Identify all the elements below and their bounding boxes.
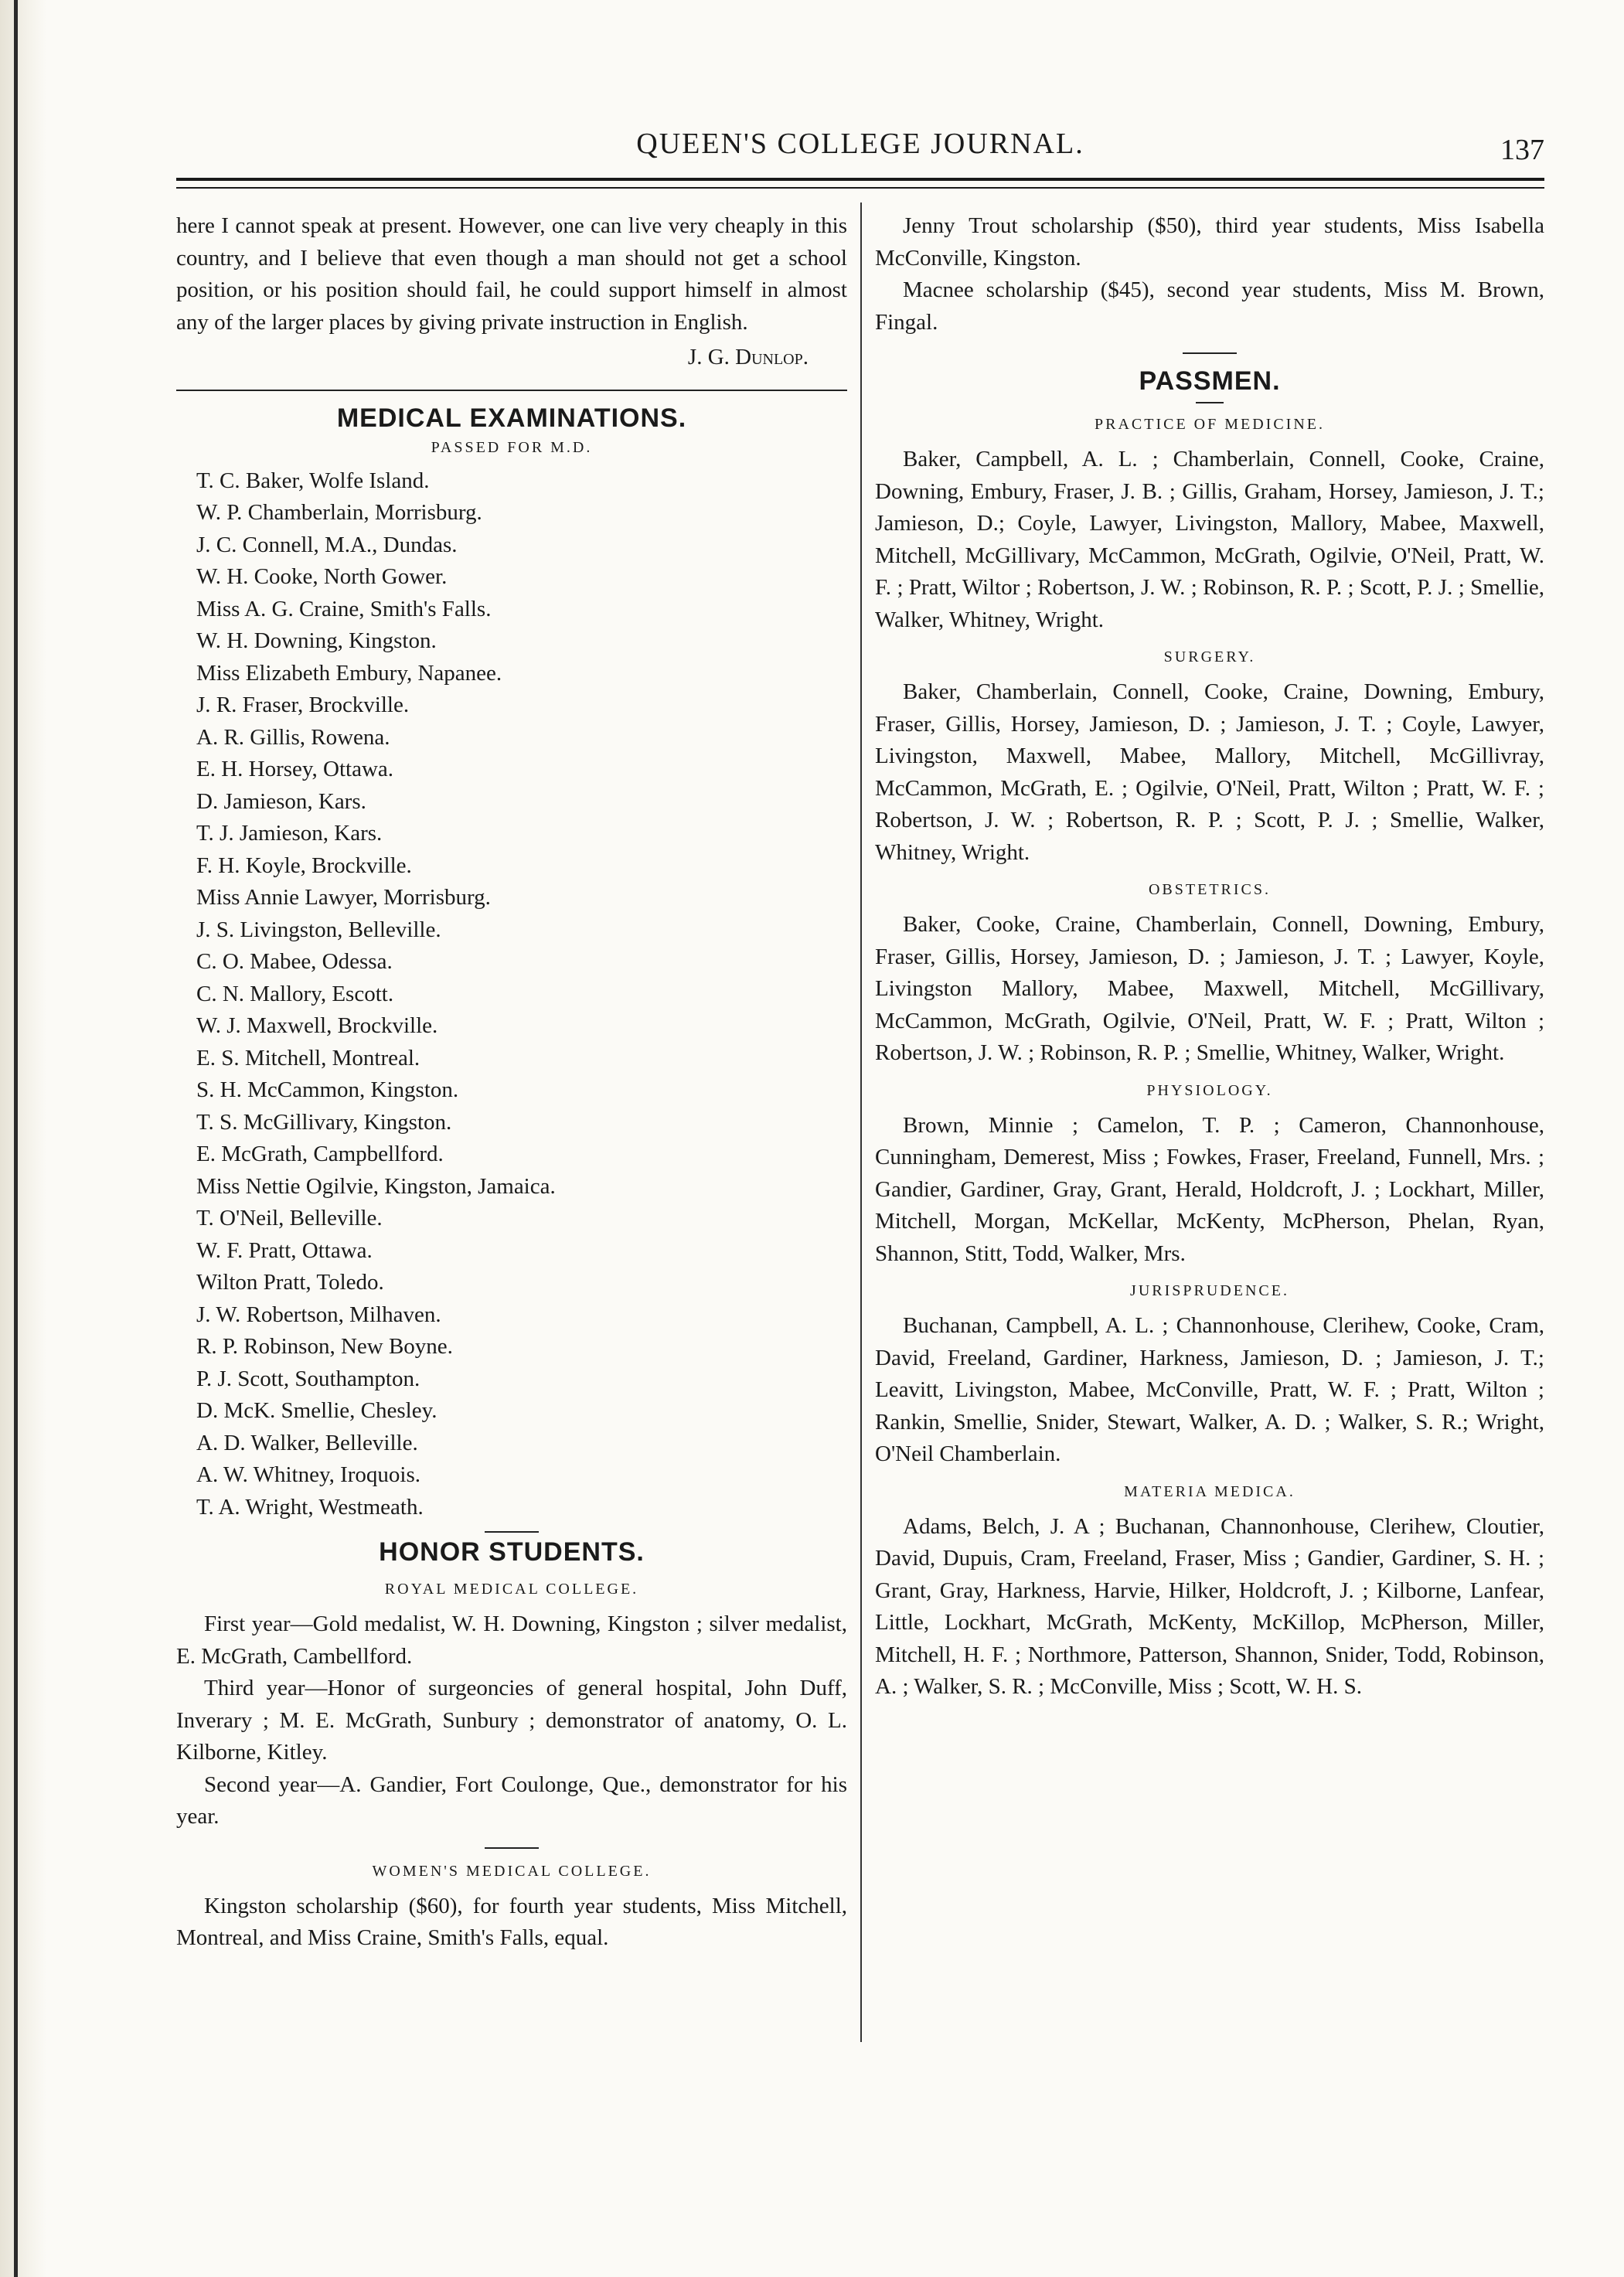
graduate-entry: Miss A. G. Craine, Smith's Falls. <box>196 596 492 621</box>
passmen-sections <box>875 413 1544 1703</box>
graduate-entry: Miss Elizabeth Embury, Napanee. <box>196 660 502 686</box>
graduate-entry: W. F. Pratt, Ottawa. <box>196 1237 373 1263</box>
graduate-entry: W. H. Cooke, North Gower. <box>196 564 448 589</box>
passmen-subject-list: Buchanan, Campbell, A. L. ; Channonhouse, Clerihew, Cooke, Cram, David, Freeland, Gardiner, Harkness, Jamieson, D. ; Jamieson, J. T.; Leavitt, Livingston, Mabee, McConville, Pratt, W. F. ; Pratt, Wilton ; Rankin, Smellie, Snider, Stewart, Walker, A. D. ; Walker, S. R.; Wright, O'Neil Chamberlain. <box>875 1313 1544 1466</box>
passmen-subject-heading: OBSTETRICS. <box>1148 881 1272 898</box>
graduate-entry: J. S. Livingston, Belleville. <box>196 917 441 942</box>
passmen-subject-list: Adams, Belch, J. A ; Buchanan, Channonhouse, Clerihew, Cloutier, David, Dupuis, Cram, Freeland, Fraser, Miss ; Gandier, Gardiner, S. H. ; Grant, Gray, Harkness, Harvie, Hilker, Holdcroft, J. ; Kilborne, Lanfear, Little, Lockhart, McGrath, McKenty, McKillop, McPherson, Miller, Mitchell, H. F. ; Northmore, Patterson, Shannon, Snider, Todd, Robinson, A. ; Walker, S. R. ; McConville, Miss ; Scott, W. H. S. <box>875 1513 1544 1699</box>
passmen-subject-heading: PHYSIOLOGY. <box>1146 1081 1273 1099</box>
passmen-heading: PASSMEN. <box>1139 366 1281 396</box>
honor-students-heading: HONOR STUDENTS. <box>379 1537 645 1567</box>
passmen-subject-heading: PRACTICE OF MEDICINE. <box>1094 416 1325 433</box>
graduate-entry: T. C. Baker, Wolfe Island. <box>196 468 430 493</box>
passed-for-md-subheading: PASSED FOR M.D. <box>431 438 593 456</box>
graduate-entry: D. McK. Smellie, Chesley. <box>196 1398 437 1423</box>
royal-college-honors <box>176 1608 847 1833</box>
passmen-subject-heading: MATERIA MEDICA. <box>1124 1482 1295 1500</box>
header-rule-thick <box>176 178 1544 181</box>
graduate-entry: T. J. Jamieson, Kars. <box>196 821 383 846</box>
page-binding-edge <box>0 0 46 2277</box>
graduate-entry: A. R. Gillis, Rowena. <box>196 724 390 750</box>
graduate-entry: Miss Annie Lawyer, Morrisburg. <box>196 885 491 910</box>
graduate-entry: W. J. Maxwell, Brockville. <box>196 1013 438 1038</box>
womens-college-honors: Kingston scholarship ($60), for fourth year students, Miss Mitchell, Montreal, and Miss Craine, Smith's Falls, equal. <box>176 1893 847 1950</box>
letter-continuation: here I cannot speak at present. However, one can live very cheaply in this country, and I believe that even though a man should not get a school position, or his position should fail, he could support himself in almost any of the larger places by giving private instruction in English. <box>176 213 847 335</box>
left-column <box>176 210 847 1955</box>
graduate-entry: E. H. Horsey, Ottawa. <box>196 757 394 781</box>
graduate-entry: A. D. Walker, Belleville. <box>196 1430 418 1455</box>
medical-examinations-heading: MEDICAL EXAMINATIONS. <box>336 403 687 433</box>
graduate-entry: W. H. Downing, Kingston. <box>196 628 437 653</box>
header-rule-thin <box>176 187 1544 189</box>
passmen-subject-heading: SURGERY. <box>1163 648 1256 665</box>
scholarship-paragraph: Jenny Trout scholarship ($50), third year students, Miss Isabella McConville, Kingston. <box>875 213 1544 271</box>
graduate-entry: E. S. Mitchell, Montreal. <box>196 1045 420 1070</box>
graduate-entry: J. W. Robertson, Milhaven. <box>196 1302 441 1327</box>
passmen-subject-list: Baker, Cooke, Craine, Chamberlain, Connell, Downing, Embury, Fraser, Gillis, Horsey, Jamieson, D. ; Jamieson, J. T. ; Lawyer, Koyle, Livingston Mallory, Mabee, Maxwell, Mitchell, McGillivary, McCammon, McGrath, Ogilvie, O'Neil, Pratt, W. F. ; Pratt, Wilton ; Robertson, J. W. ; Robinson, R. P. ; Smellie, Whitney, Walker, Wright. <box>875 912 1544 1065</box>
honor-paragraph: Third year—Honor of surgeoncies of general hospital, John Duff, Inverary ; M. E. McGrath, Sunbury ; demonstrator of anatomy, O. L. Kilborne, Kitley. <box>176 1676 847 1765</box>
letter-signature: J. G. Dunlop. <box>687 345 809 369</box>
binding-shadow-line <box>14 0 18 2277</box>
page-number: 137 <box>1500 134 1544 166</box>
graduate-entry: A. W. Whitney, Iroquois. <box>196 1462 420 1487</box>
passmen-subject-list: Brown, Minnie ; Camelon, T. P. ; Cameron, Channonhouse, Cunningham, Demerest, Miss ; Fowkes, Fraser, Freeland, Funnell, Mrs. ; Gandier, Gardiner, Gray, Grant, Herald, Holdcroft, J. ; Lockhart, Miller, Mitchell, Morgan, McKellar, McKenty, McPherson, Phelan, Ryan, Shannon, Stitt, Todd, Walker, Mrs. <box>875 1112 1544 1266</box>
graduates-list <box>176 465 847 1524</box>
section-separator <box>485 1531 539 1533</box>
column-divider <box>860 203 862 2042</box>
graduate-entry: F. H. Koyle, Brockville. <box>196 853 412 878</box>
graduate-entry: R. P. Robinson, New Boyne. <box>196 1334 453 1359</box>
graduate-entry: Miss Nettie Ogilvie, Kingston, Jamaica. <box>196 1173 556 1199</box>
womens-medical-college-subheading: WOMEN'S MEDICAL COLLEGE. <box>372 1862 652 1880</box>
section-separator <box>485 1847 539 1849</box>
scholarships <box>875 210 1544 339</box>
graduate-entry: W. P. Chamberlain, Morrisburg. <box>196 500 482 525</box>
right-column <box>875 210 1544 1703</box>
scholarship-paragraph: Macnee scholarship ($45), second year students, Miss M. Brown, Fingal. <box>875 277 1544 335</box>
graduate-entry: P. J. Scott, Southampton. <box>196 1366 420 1391</box>
graduate-entry: J. R. Fraser, Brockville. <box>196 693 410 717</box>
graduate-entry: E. McGrath, Campbellford. <box>196 1142 444 1166</box>
section-separator <box>1183 352 1237 354</box>
passmen-subject-list: Baker, Campbell, A. L. ; Chamberlain, Connell, Cooke, Craine, Downing, Embury, Fraser, J. B. ; Gillis, Graham, Horsey, Jamieson, J. T.; Jamieson, D.; Coyle, Lawyer, Livingston, Mallory, Mabee, Maxwell, Mitchell, McGillivary, McCammon, McGrath, Ogilvie, O'Neil, Pratt, W. F. ; Pratt, Wiltor ; Robertson, J. W. ; Robinson, R. P. ; Scott, P. J. ; Smellie, Walker, Whitney, Wright. <box>875 447 1544 632</box>
passmen-subject-heading: JURISPRUDENCE. <box>1130 1282 1289 1299</box>
graduate-entry: S. H. McCammon, Kingston. <box>196 1077 459 1102</box>
graduate-entry: T. O'Neil, Belleville. <box>196 1206 383 1230</box>
graduate-entry: D. Jamieson, Kars. <box>196 788 366 814</box>
graduate-entry: J. C. Connell, M.A., Dundas. <box>196 532 458 557</box>
graduate-entry: T. S. McGillivary, Kingston. <box>196 1109 452 1135</box>
page-header <box>176 124 1544 170</box>
graduate-entry: T. A. Wright, Westmeath. <box>196 1494 424 1520</box>
honor-paragraph: Second year—A. Gandier, Fort Coulonge, Que., demonstrator for his year. <box>176 1772 847 1829</box>
graduate-entry: C. O. Mabee, Odessa. <box>196 949 393 974</box>
graduate-entry: C. N. Mallory, Escott. <box>196 981 394 1006</box>
section-separator <box>1196 402 1224 403</box>
royal-medical-college-subheading: ROYAL MEDICAL COLLEGE. <box>384 1581 639 1598</box>
graduate-entry: Wilton Pratt, Toledo. <box>196 1270 384 1295</box>
passmen-subject-list: Baker, Chamberlain, Connell, Cooke, Craine, Downing, Embury, Fraser, Gillis, Horsey, Jamieson, D. ; Jamieson, J. T. ; Coyle, Lawyer, Livingston, Maxwell, Mabee, Mallory, Mitchell, McGillivray, McCammon, McGrath, E. ; Ogilvie, O'Neil, Pratt, Wilton ; Pratt, W. F. ; Robertson, J. W. ; Robertson, R. P. ; Scott, P. J. ; Smellie, Walker, Whitney, Wright. <box>875 679 1544 865</box>
honor-paragraph: First year—Gold medalist, W. H. Downing, Kingston ; silver medalist, E. McGrath, Cambellford. <box>176 1612 847 1669</box>
section-separator <box>176 390 847 391</box>
running-title: QUEEN'S COLLEGE JOURNAL. <box>636 128 1084 160</box>
